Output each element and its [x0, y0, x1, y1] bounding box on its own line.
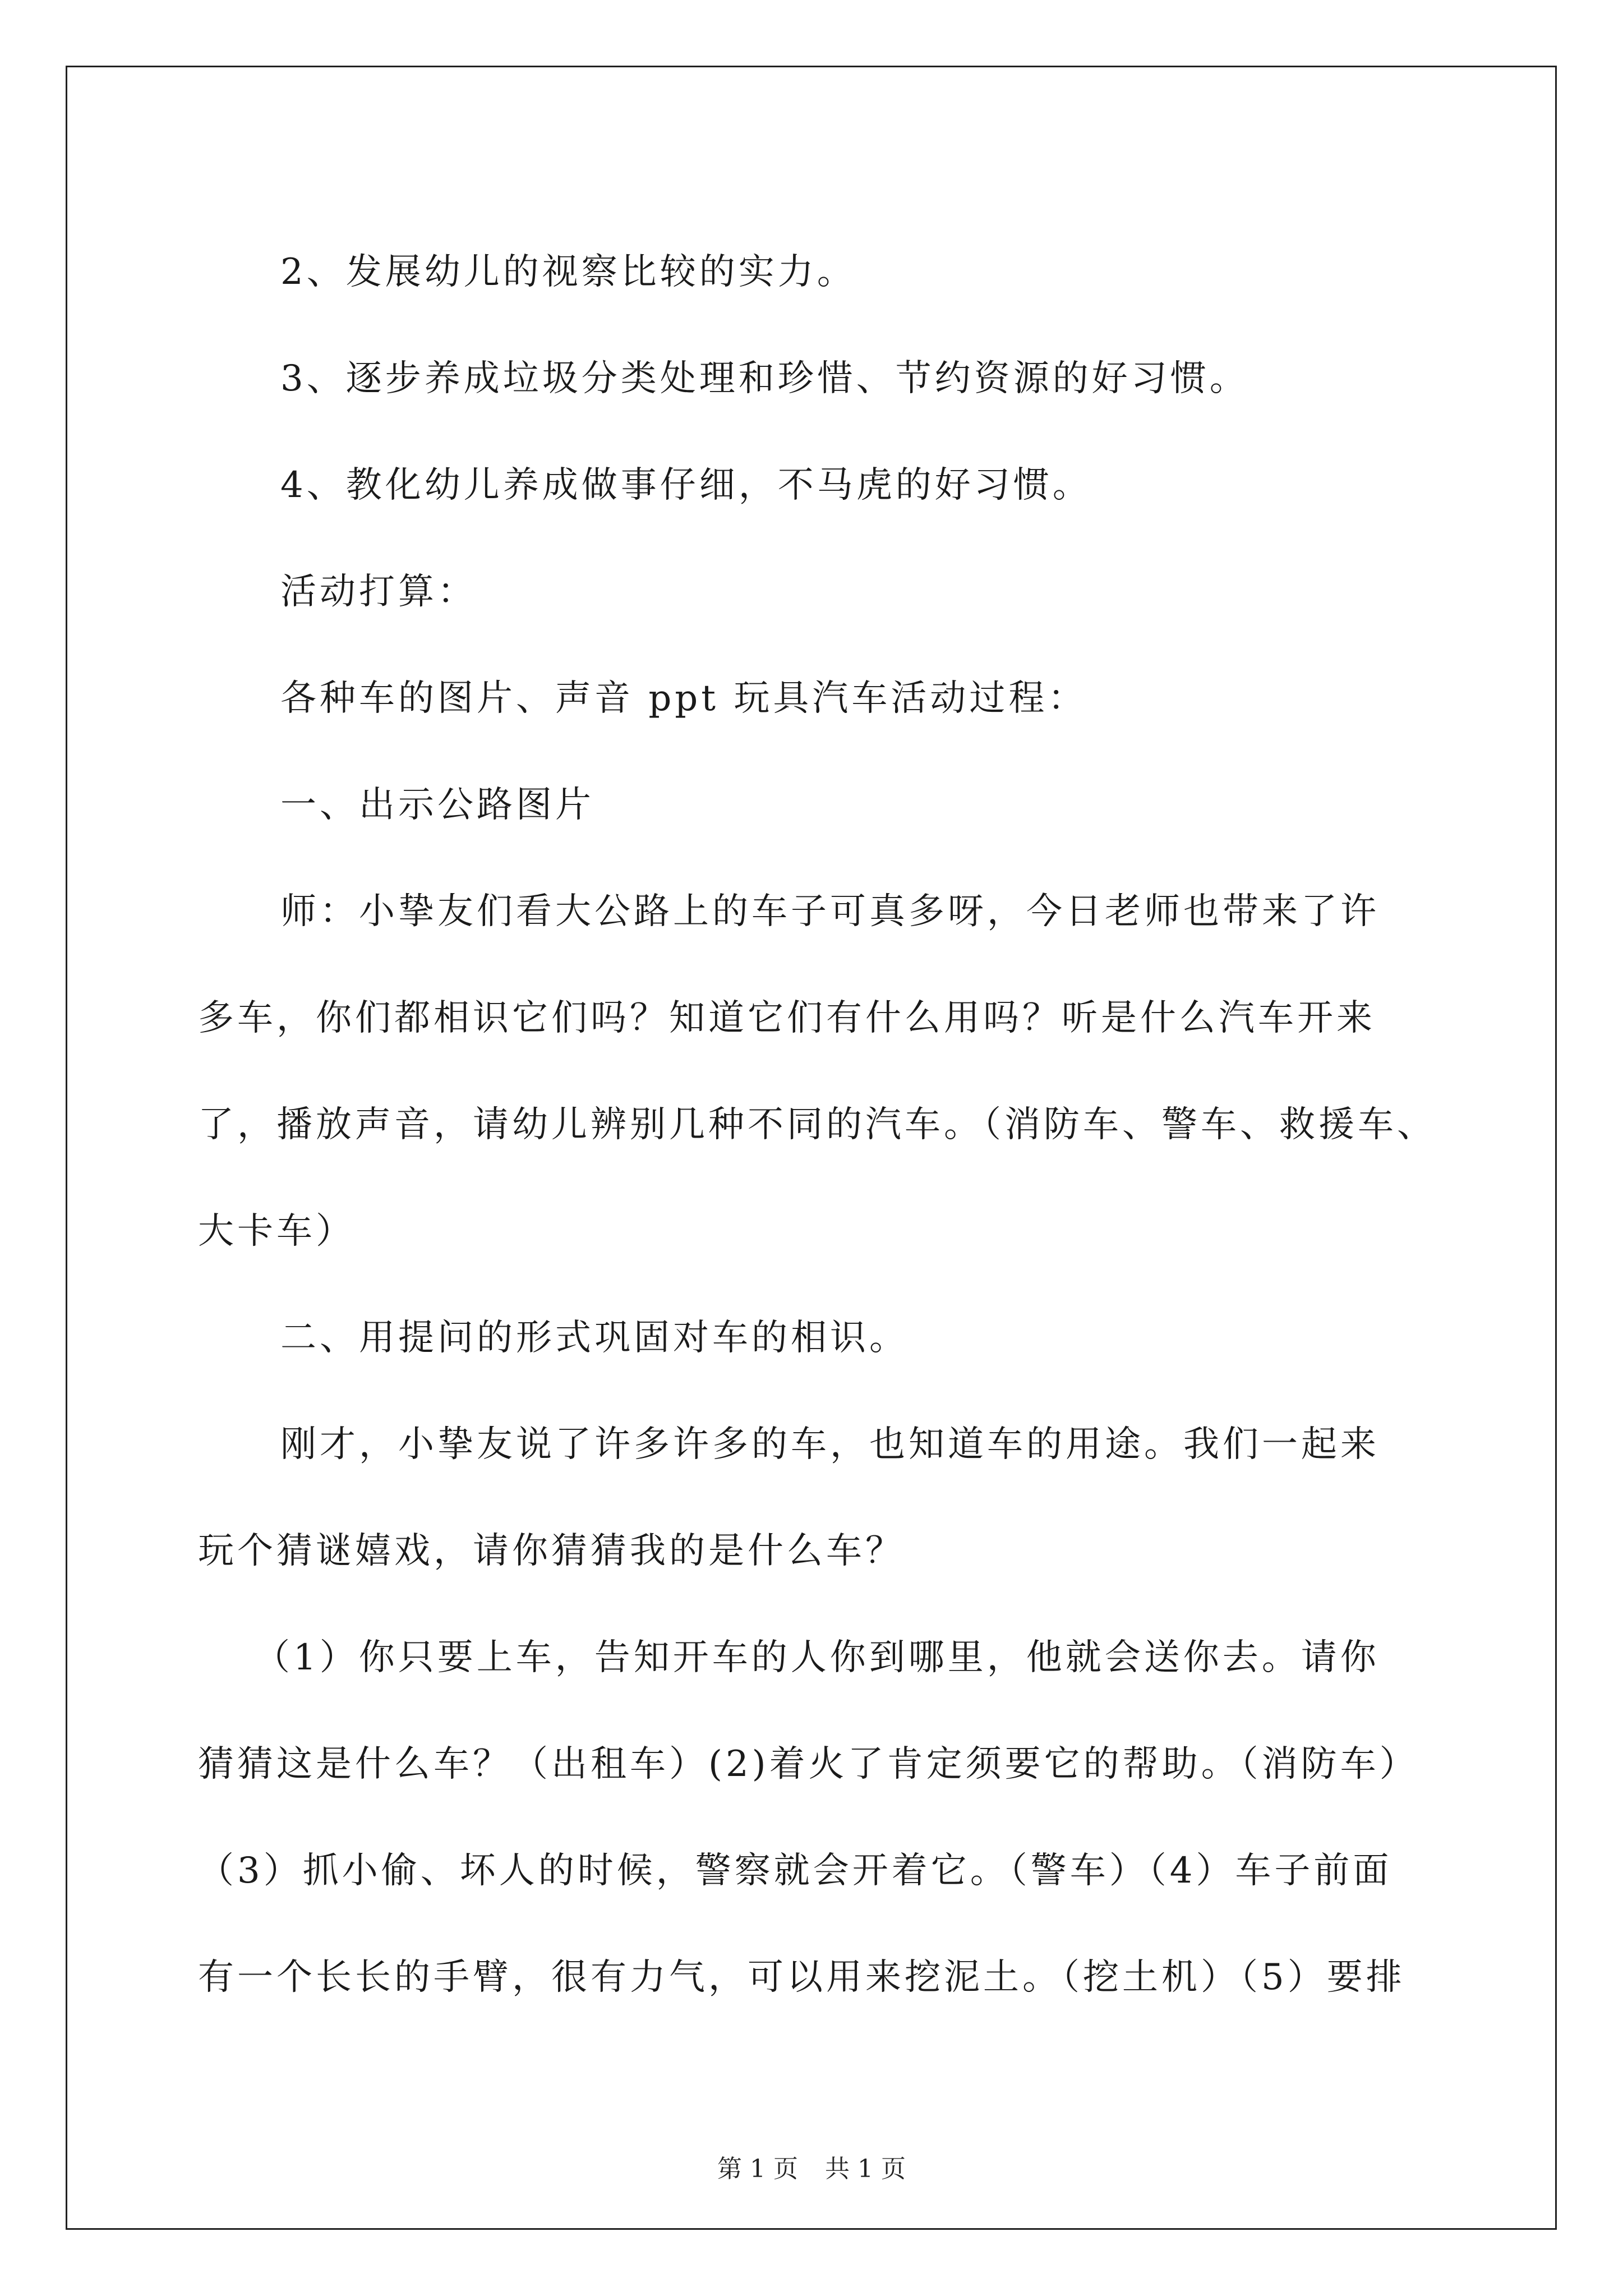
text-line: 一、出示公路图片: [280, 784, 594, 826]
text-line: 大卡车）: [198, 1211, 355, 1252]
paragraph: [198, 858, 1436, 1285]
paragraph: [198, 1285, 1432, 1391]
text-line: 刚才，小挚友说了许多许多的车，也知道车的用途。我们一起来: [280, 1424, 1380, 1465]
paragraph: [198, 1391, 1432, 1604]
text-line: 2、发展幼儿的视察比较的实力。: [280, 251, 856, 293]
paragraph: [198, 539, 1432, 645]
paragraph: [198, 325, 1432, 432]
paragraph: [198, 432, 1432, 539]
paragraph: [198, 645, 1432, 752]
text-line: 活动打算：: [280, 571, 477, 613]
text-line: （3）抓小偷、坏人的时候，警察就会开着它。（警车）（4）车子前面: [198, 1850, 1393, 1892]
text-line: 3、逐步养成垃圾分类处理和珍惜、节约资源的好习惯。: [280, 358, 1249, 399]
text-line: 二、用提问的形式巩固对车的相识。: [280, 1317, 909, 1359]
document-body: [198, 219, 1436, 2031]
text-line: 了，播放声音，请幼儿辨别几种不同的汽车。（消防车、警车、救援车、: [198, 1104, 1436, 1145]
text-line: 4、教化幼儿养成做事仔细，不马虎的好习惯。: [280, 464, 1092, 506]
text-line: 有一个长长的手臂，很有力气，可以用来挖泥土。（挖土机）（5）要排: [198, 1957, 1405, 1998]
page-total: 共 1 页: [825, 2155, 906, 2183]
text-line: （1）你只要上车，告知开车的人你到哪里，他就会送你去。请你: [254, 1637, 1380, 1678]
text-line: 玩个猜谜嬉戏，请你猜猜我的是什么车？: [198, 1530, 905, 1572]
page-footer: [0, 2148, 1623, 2184]
text-line: 师：小挚友们看大公路上的车子可真多呀，今日老师也带来了许: [280, 891, 1380, 932]
text-line: 猜猜这是什么车？（出租车）(2)着火了肯定须要它的帮助。（消防车）: [198, 1743, 1419, 1785]
text-line: 多车，你们都相识它们吗？知道它们有什么用吗？听是什么汽车开来: [198, 997, 1376, 1039]
page-number: 第 1 页: [717, 2155, 798, 2183]
paragraph: [198, 752, 1432, 858]
paragraph: [198, 1604, 1432, 2031]
paragraph: [198, 219, 1432, 325]
text-line: 各种车的图片、声音 ppt 玩具汽车活动过程：: [280, 678, 1087, 719]
